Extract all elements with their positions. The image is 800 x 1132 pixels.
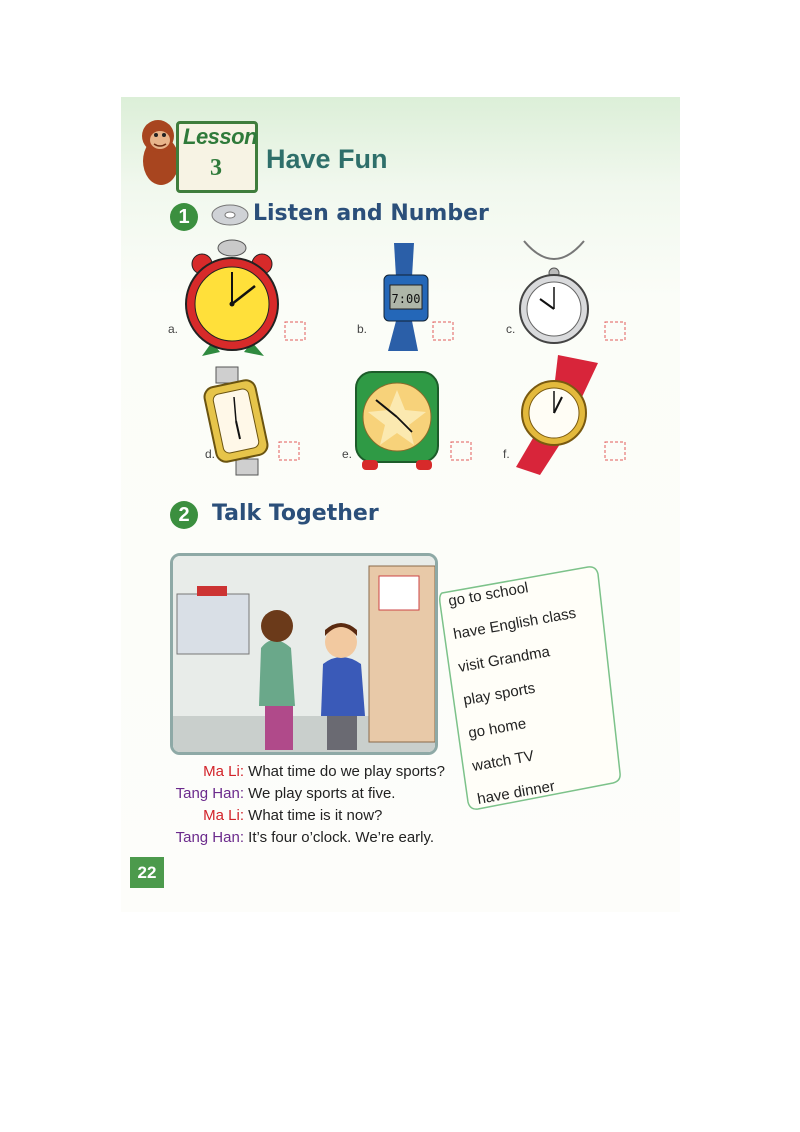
alarm-clock-icon — [180, 234, 280, 358]
dialog — [170, 763, 445, 851]
section-title: Listen and Number — [253, 201, 489, 226]
dialog-text: We play sports at five. — [248, 785, 396, 802]
digital-watch-display: 7:00 — [391, 292, 421, 306]
lesson-title: Have Fun — [266, 144, 388, 174]
section-title: Talk Together — [212, 501, 379, 526]
dialog-line — [170, 829, 445, 851]
answer-box[interactable] — [604, 441, 626, 461]
answer-box[interactable] — [432, 321, 454, 341]
classroom-scene-illustration — [173, 556, 435, 752]
phrase-item: watch TV — [471, 747, 536, 775]
phrase-card — [438, 563, 624, 812]
answer-box[interactable] — [604, 321, 626, 341]
answer-box[interactable] — [450, 441, 472, 461]
lesson-word: Lesson — [183, 124, 258, 149]
speaker-name: Tang Han: — [175, 829, 244, 846]
dialog-line — [170, 807, 445, 829]
pocket-watch-icon — [514, 237, 594, 345]
phrase-item: play sports — [462, 679, 537, 709]
phrase-item: go home — [467, 715, 528, 742]
clock-label: b. — [357, 322, 368, 336]
phrase-item: go to school — [447, 579, 530, 610]
phrase-item: visit Grandma — [457, 643, 552, 676]
answer-box[interactable] — [278, 441, 300, 461]
section-number-badge: 2 — [170, 501, 198, 529]
section-number-badge: 1 — [170, 203, 198, 231]
speaker-name: Ma Li: — [203, 807, 244, 824]
dialog-text: What time do we play sports? — [248, 763, 445, 780]
answer-box[interactable] — [284, 321, 306, 341]
phrase-item: have dinner — [476, 777, 557, 808]
clock-label: a. — [168, 322, 179, 336]
page-number: 22 — [130, 857, 164, 888]
story-illustration — [170, 553, 438, 755]
dialog-line — [170, 763, 445, 785]
cd-icon — [210, 202, 250, 228]
digital-watch-icon — [372, 241, 436, 353]
clock-label: f. — [503, 447, 510, 461]
clock-label: e. — [342, 447, 353, 461]
dialog-text: What time is it now? — [248, 807, 383, 824]
speaker-name: Ma Li: — [203, 763, 244, 780]
table-clock-icon — [352, 370, 442, 474]
speaker-name: Tang Han: — [175, 785, 244, 802]
clock-label: d. — [205, 447, 216, 461]
wrist-watch-icon — [510, 353, 602, 477]
lesson-number: 3 — [210, 155, 222, 181]
clock-label: c. — [506, 322, 516, 336]
phrase-item: have English class — [452, 604, 578, 643]
dialog-text: It’s four o’clock. We’re early. — [248, 829, 435, 846]
dialog-line — [170, 785, 445, 807]
